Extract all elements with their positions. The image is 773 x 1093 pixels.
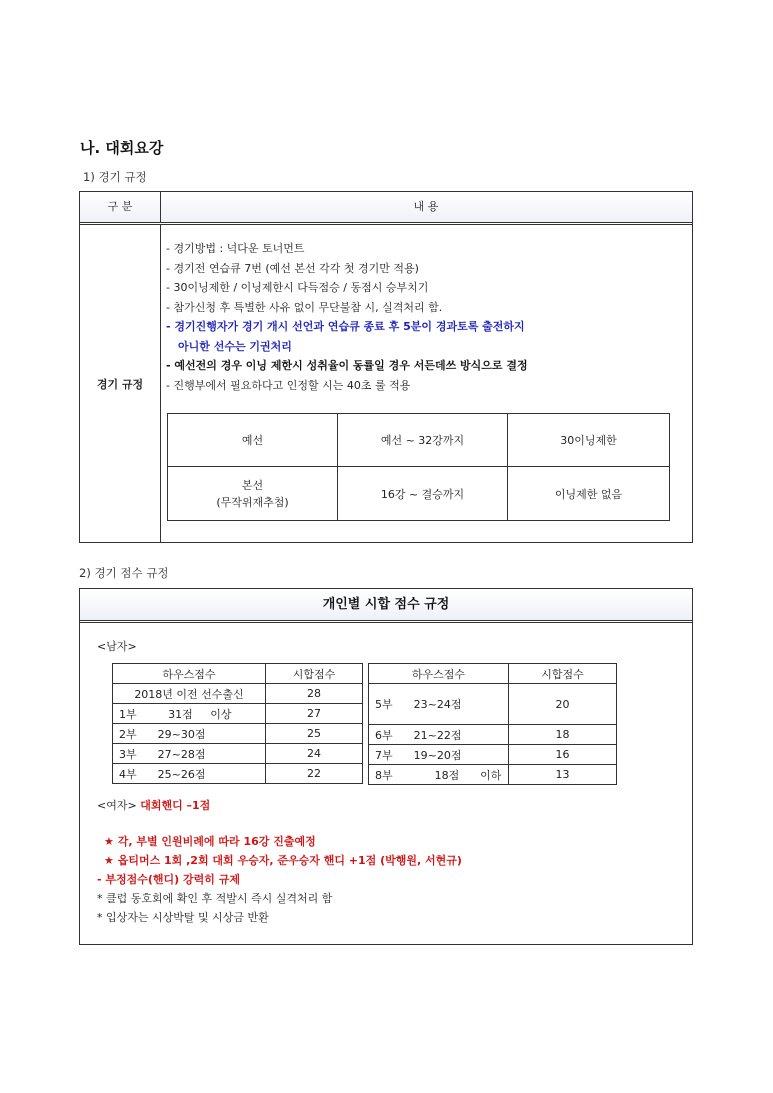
note-warning: - 부정점수(핸디) 강력히 규제: [97, 873, 240, 886]
note-item: * 클럽 동호회에 확인 후 적발시 즉시 실격처리 함: [97, 892, 333, 905]
stage-cell: 예선: [168, 414, 338, 467]
note-star: ★ 옵티머스 1회 ,2회 대회 우승자, 준우승자 핸디 +1점 (박행원, 서현규): [104, 854, 462, 867]
rule-line-highlight: - 경기진행자가 경기 개시 선언과 연습큐 종료 후 5분이 경과토록 출전하지: [166, 320, 525, 333]
row-label-match-rules: 경기 규정: [80, 225, 161, 542]
house-score-cell: 3부 27~28점: [113, 744, 266, 764]
house-score-cell: 7부 19~20점: [369, 745, 509, 765]
female-rule: [97, 797, 210, 813]
house-score-cell: 5부 23~24점: [369, 684, 509, 725]
house-score-cell: 6부 21~22점: [369, 725, 509, 745]
match-score-cell: 22: [266, 764, 363, 784]
match-score-cell: 20: [509, 684, 617, 725]
male-score-table-left: [112, 663, 363, 784]
subsection-2-title: 2) 경기 점수 규정: [79, 566, 169, 580]
house-score-cell: 8부 18점 이하: [369, 765, 509, 785]
col-house-score: 하우스점수: [113, 664, 266, 684]
col-match-score: 시합점수: [266, 664, 363, 684]
male-score-table-right: [368, 663, 617, 785]
section-title: 나. 대회요강: [80, 139, 164, 157]
stage-cell: 예선 ~ 32강까지: [338, 414, 508, 467]
house-score-cell: 2018년 이전 선수출신: [113, 684, 266, 704]
rules-list: [166, 239, 682, 395]
female-handicap: 대회핸디 –1점: [140, 799, 211, 812]
match-score-cell: 24: [266, 744, 363, 764]
match-score-cell: 13: [509, 765, 617, 785]
rule-line: - 30이닝제한 / 이닝제한시 다득점승 / 동점시 승부치기: [166, 281, 429, 294]
col-house-score: 하우스점수: [369, 664, 509, 684]
match-score-cell: 18: [509, 725, 617, 745]
house-score-cell: 1부 31점 이상: [113, 704, 266, 724]
stage-cell: [168, 467, 338, 521]
rule-line-highlight: 아니한 선수는 기권처리: [178, 339, 292, 353]
house-score-cell: 4부 25~26점: [113, 764, 266, 784]
col-match-score: 시합점수: [509, 664, 617, 684]
notes: [104, 832, 462, 870]
match-score-cell: 16: [509, 745, 617, 765]
match-score-cell: 27: [266, 704, 363, 724]
male-label: <남자>: [97, 640, 137, 653]
match-rules-header: [80, 192, 692, 225]
female-label: <여자>: [97, 799, 137, 812]
score-rules-title: 개인별 시합 점수 규정: [80, 589, 692, 623]
header-category: 구 분: [80, 192, 161, 222]
stage-note: (무작위재추첨): [216, 495, 289, 509]
stage-cell: 30이닝제한: [508, 414, 670, 467]
rule-line: - 경기전 연습큐 7번 (예선 본선 각각 첫 경기만 적용): [166, 261, 419, 275]
match-score-cell: 25: [266, 724, 363, 744]
stage-table: [167, 413, 670, 521]
stage-cell: 이닝제한 없음: [508, 467, 670, 521]
stage-cell: 16강 ~ 결승까지: [338, 467, 508, 521]
note-item: * 입상자는 시상박탈 및 시상금 반환: [97, 911, 269, 924]
note-star: ★ 각, 부별 인원비례에 따라 16강 진출예정: [104, 835, 316, 848]
rule-line: - 진행부에서 필요하다고 인정할 시는 40초 룰 적용: [166, 378, 411, 392]
rule-line: - 참가신청 후 특별한 사유 없이 무단불참 시, 실격처리 함.: [166, 300, 443, 314]
notes-extra: [97, 870, 332, 927]
subsection-1-title: 1) 경기 규정: [83, 170, 147, 184]
stage-name: 본선: [241, 478, 264, 492]
header-content: 내 용: [413, 200, 439, 213]
rule-line-bold: - 예선전의 경우 이닝 제한시 성취율이 동률일 경우 서든데쓰 방식으로 결정: [166, 359, 528, 372]
match-score-cell: 28: [266, 684, 363, 704]
house-score-cell: 2부 29~30점: [113, 724, 266, 744]
rule-line: - 경기방법 : 넉다운 토너먼트: [166, 242, 305, 255]
